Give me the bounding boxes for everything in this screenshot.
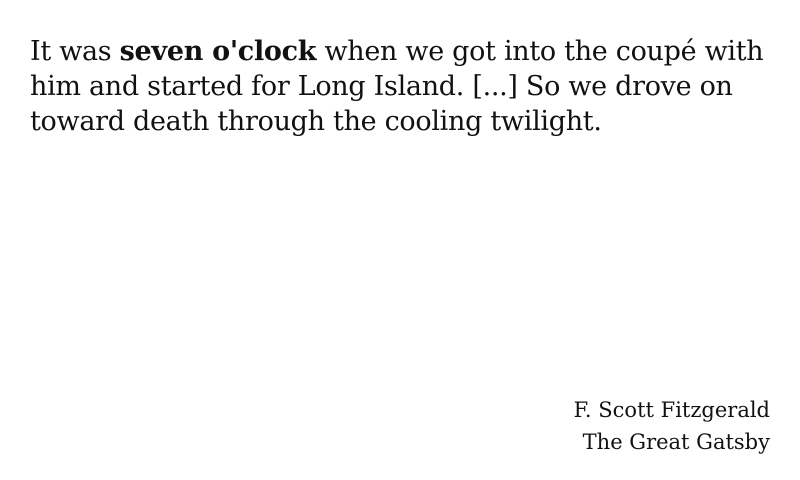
quote-text-before: It was: [30, 36, 120, 67]
quote-time-highlight: seven o'clock: [119, 36, 317, 67]
author-name: F. Scott Fitzgerald: [573, 398, 770, 422]
quote-text: [30, 34, 780, 139]
book-title: The Great Gatsby: [582, 430, 770, 454]
attribution: [574, 394, 770, 458]
quote-text-after: when we got into the coupé with him and started for Long Island. [...] So we drove on toward death through the cooling twilight.: [30, 36, 764, 137]
